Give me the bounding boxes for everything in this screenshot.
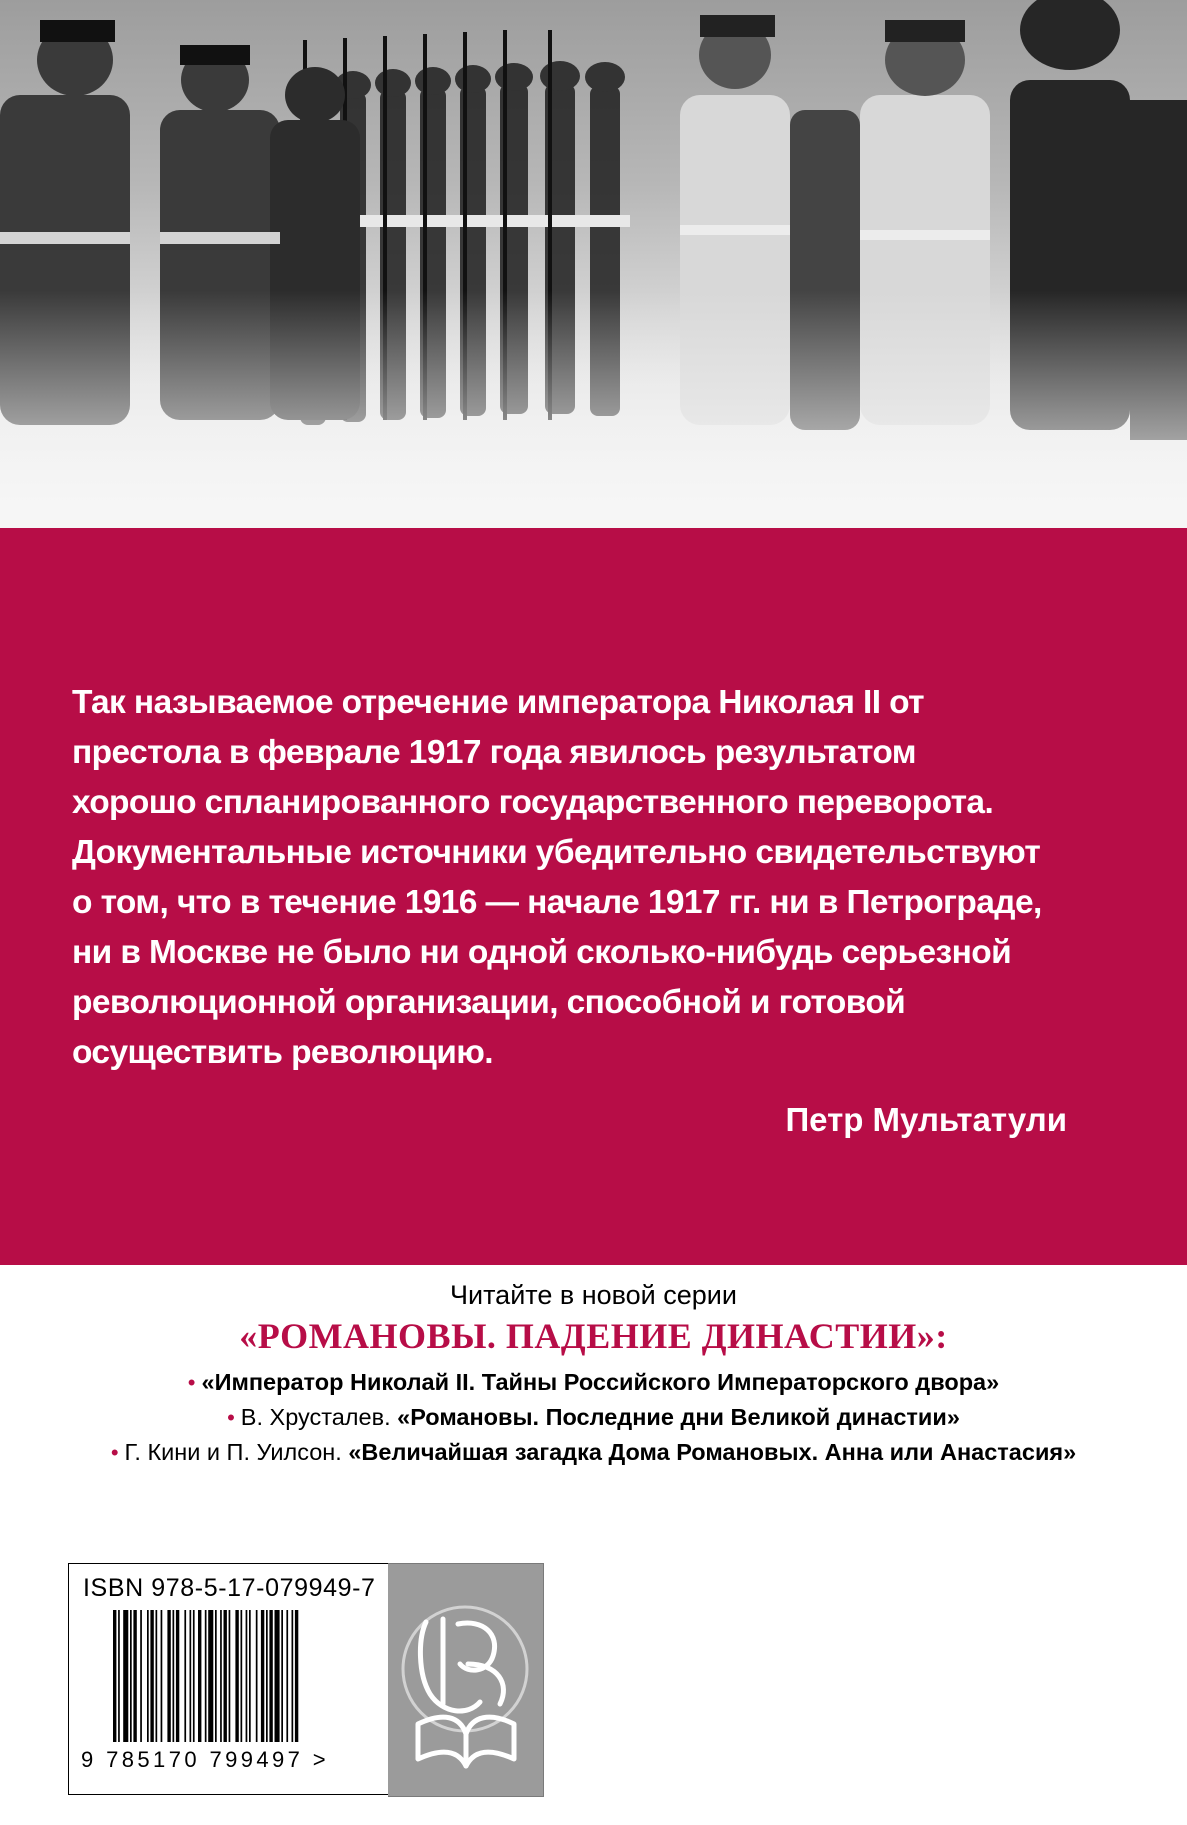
barcode-bar: [167, 1610, 170, 1742]
publisher-logo-box: [388, 1563, 544, 1797]
barcode-bar: [118, 1610, 120, 1742]
barcode-number: 9 785170 799497 >: [81, 1747, 330, 1772]
quote-line: осуществить революцию.: [72, 1034, 493, 1071]
barcode-bar: [198, 1610, 201, 1742]
quote-line: о том, что в течение 1916 — начале 1917 гг. ни в Петрограде,: [72, 884, 1042, 921]
quote-line: ни в Москве не было ни одной сколько-нибудь серьезной: [72, 934, 1012, 971]
publisher-logo-icon: [388, 1564, 543, 1796]
bullet-icon: •: [187, 1370, 196, 1395]
barcode-bar: [190, 1610, 192, 1742]
cover-photo: [0, 0, 1187, 528]
barcode-bar: [205, 1610, 207, 1742]
barcode-bar: [184, 1610, 186, 1742]
list-item: [0, 1365, 1187, 1400]
series-title: «РОМАНОВЫ. ПАДЕНИЕ ДИНАСТИИ»:: [239, 1316, 948, 1356]
barcode-bar: [215, 1610, 217, 1742]
list-item: [0, 1435, 1187, 1470]
series-block: [0, 1275, 1187, 1470]
barcode-bar: [286, 1610, 288, 1742]
barcode-bar: [246, 1610, 248, 1742]
barcode-bar: [256, 1610, 258, 1742]
barcode-bar: [269, 1610, 272, 1742]
quote-line: хорошо спланированного государственного переворота.: [72, 784, 994, 821]
series-intro: Читайте в новой серии: [450, 1280, 737, 1310]
barcode-bar: [113, 1610, 116, 1742]
quote-line: революционной организации, способной и готовой: [72, 984, 906, 1021]
book-title: «Величайшая загадка Дома Романовых. Анна или Анастасия»: [348, 1439, 1077, 1465]
barcode-bar: [249, 1610, 251, 1742]
barcode-bar: [140, 1610, 142, 1742]
isbn-label: ISBN 978-5-17-079949-7: [83, 1574, 376, 1602]
barcode-bar: [220, 1610, 222, 1742]
quote-line: Так называемое отречение императора Николая II от: [72, 684, 924, 721]
bullet-icon: •: [227, 1405, 235, 1430]
quote-text: [72, 678, 1082, 1078]
barcode-bar: [123, 1610, 128, 1742]
list-item: [0, 1400, 1187, 1435]
barcode-bar: [147, 1610, 149, 1742]
barcode-bar: [292, 1610, 294, 1742]
barcode-bar: [130, 1610, 132, 1742]
bullet-icon: •: [110, 1440, 119, 1465]
barcode-icon: [113, 1610, 363, 1742]
barcode-box: [68, 1563, 390, 1795]
barcode-bar: [224, 1610, 227, 1742]
barcode-bar: [161, 1610, 163, 1742]
barcode-bar: [208, 1610, 213, 1742]
book-title: «Романовы. Последние дни Великой династии»: [397, 1404, 960, 1430]
barcode-bar: [235, 1610, 238, 1742]
quote-panel: [0, 528, 1187, 1265]
book-title: «Император Николай II. Тайны Российского Императорского двора»: [201, 1369, 1000, 1395]
barcode-bar: [173, 1610, 175, 1742]
barcode-bar: [266, 1610, 268, 1742]
book-author: Г. Кини и П. Уилсон.: [124, 1439, 349, 1465]
barcode-bar: [295, 1610, 298, 1742]
barcode-bar: [229, 1610, 231, 1742]
barcode-bar: [193, 1610, 195, 1742]
barcode-bar: [176, 1610, 179, 1742]
quote-line: Документальные источники убедительно свидетельствуют: [72, 834, 1041, 871]
barcode-bar: [275, 1610, 280, 1742]
quote-author: Петр Мультатули: [785, 1101, 1067, 1138]
barcode-bar: [261, 1610, 264, 1742]
military-parade-photo: [0, 0, 1187, 528]
book-author: В. Хрусталев.: [240, 1404, 398, 1430]
series-book-list: [0, 1365, 1187, 1470]
barcode-bar: [241, 1610, 243, 1742]
quote-line: престола в феврале 1917 года явилось результатом: [72, 734, 916, 771]
barcode-bar: [281, 1610, 283, 1742]
barcode-bar: [150, 1610, 153, 1742]
barcode-bar: [133, 1610, 136, 1742]
barcode-bar: [156, 1610, 158, 1742]
